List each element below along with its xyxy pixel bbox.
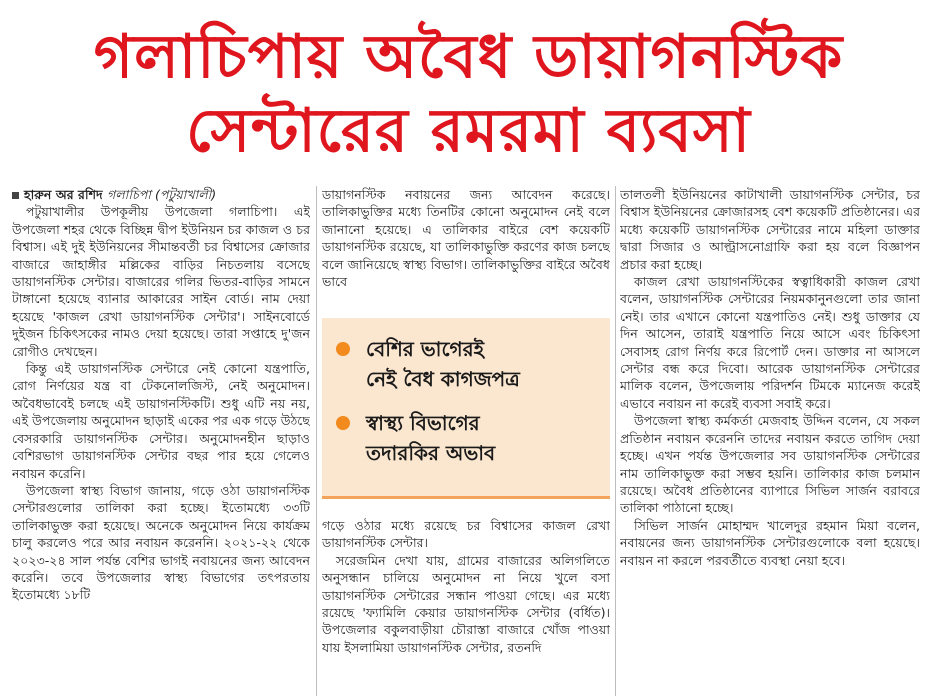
paragraph: কিন্তু এই ডায়াগনস্টিক সেন্টারে নেই কোনো যন্ত্রপাতি, রোগ নির্ণয়ের যন্ত্র বা টেকনোলজিস্ট, নেই অনুমোদন। অবৈধভাবেই চলছে এই ডায়াগনস্টিকটি। শুধু এটি নয় নয়, এই উপজেলায় অনুমোদন ছাড়াই একের পর এক গড়ে উঠছে বেসরকারি ডায়াগনস্টিক সেন্টার। অনুমোদনহীন ছাড়াও বেশিরভাগ ডায়াগনস্টিক সেন্টার বছর পার হয়ে গেলেও নবায়ন করেনি। — [12, 361, 310, 481]
paragraph: সরেজমিন দেখা যায়, গ্রামের বাজারের অলিগলিতে অনুসন্ধান চালিয়ে অনুমোদন না নিয়ে খুলে বসা ডায়াগনস্টিক সেন্টারের সন্ধান পাওয়া গেছে। এর মধ্যে রয়েছে 'ফ্যামিলি কেয়ার ডায়াগনস্টিক সেন্টার (বর্ধিত)। উপজেলার বকুলবাড়ীয়া চৌরাস্তা বাজারে খোঁজ পাওয়া যায় ইসলামিয়া ডায়াগনস্টিক সেন্টার, রতনদি — [322, 552, 610, 655]
headline-line-1: গলাচিপায় অবৈধ ডায়াগনস্টিক — [93, 22, 844, 93]
paragraph: ডায়াগনস্টিক নবায়নের জন্য আবেদন করেছে। তালিকাভুক্তির মধ্যে তিনটির কোনো অনুমোদন নেই বলে জানানো হয়েছে। এ তালিকার বাইরে বেশ কয়েকটি ডায়াগনস্টিক রয়েছে, যা তালিকাভুক্তি করণের কাজ চলছে বলে জানিয়েছে স্বাস্থ্য বিভাগ। তালিকাভুক্তির বাইরে অবৈধ ভাবে — [322, 187, 610, 290]
orange-bullet-icon — [336, 416, 350, 430]
column-divider — [316, 186, 317, 696]
paragraph: গড়ে ওঠার মধ্যে রয়েছে চর বিশ্বাসের কাজল রেখা ডায়াগনস্টিক সেন্টার। — [322, 518, 610, 551]
article-column-2-top — [322, 186, 610, 310]
pull-quote-item-1 — [366, 334, 520, 394]
square-bullet-icon — [12, 192, 19, 199]
byline-author: হারুন অর রশিদ — [24, 187, 103, 202]
column-divider — [615, 186, 616, 696]
pull-quote-item-2 — [366, 408, 495, 468]
orange-bullet-icon — [336, 342, 350, 356]
pull-quote-line: বেশির ভাগেরই — [366, 337, 485, 361]
paragraph: সিভিল সার্জন মোহাম্মদ খালেদুর রহমান মিয়া বলেন, নবায়নের জন্য ডায়াগনস্টিক সেন্টারগুলোকে বলা হয়েছে। নবায়ন না করলে পরবর্তীতে ব্যবস্থা নেয়া হবে। — [620, 517, 920, 568]
paragraph: কাজল রেখা ডায়াগনস্টিকের স্বত্বাধিকারী কাজল রেখা বলেন, ডায়াগনস্টিক সেন্টারের নিয়মকানুনগুলো তার জানা নেই। তার এখানে কোনো যন্ত্রপাতিও নেই। শুধু ডাক্তার যে দিন আসেন, তারাই যন্ত্রপাতি নিয়ে আসে এবং চিকিৎসা সেবাসহ রোগ নির্ণয় করে রিপোর্ট দেন। ডাক্তার না আসলে সেন্টার বন্ধ করে দিবো। আরেক ডায়াগনস্টিক সেন্টারের মালিক বলেন, উপজেলায় পরিদর্শন টিমকে ম্যানেজ করেই এভাবে নবায়ন না করেই ব্যবসা সবাই করে। — [620, 274, 920, 411]
paragraph: তালতলী ইউনিয়নের কাটাখালী ডায়াগনস্টিক সেন্টার, চর বিশ্বাস ইউনিয়নের ক্রোজারসহ বেশ কয়েকটি প্রতিষ্ঠানের। এর মধ্যে কয়েকটি ডায়াগনস্টিক সেন্টারের নামে মহিলা ডাক্তার দ্বারা সিজার ও আল্ট্রাসনোগ্রাফি করা হয় বলে বিজ্ঞাপন প্রচার করা হচ্ছে। — [620, 187, 920, 272]
headline — [0, 22, 937, 167]
article-column-2-bottom — [322, 517, 610, 697]
byline-place: গলাচিপা (পটুয়াখালী) — [107, 187, 217, 202]
paragraph: উপজেলা স্বাস্থ্য বিভাগ জানায়, গড়ে ওঠা ডায়াগনস্টিক সেন্টারগুলোর তালিকা করা হচ্ছে। ইতোমধ্যে ৩৩টি তালিকাভুক্ত করা হয়েছে। অনেকে অনুমোদন নিয়ে কার্যক্রম চালু করলেও পরে আর নবায়ন করেননি। ২০২১-২২ থেকে ২০২৩-২৪ সাল পর্যন্ত বেশির ভাগই নবায়নের জন্য আবেদন করেনি। তবে উপজেলার স্বাস্থ্য বিভাগের তৎপরতায় ইতোমধ্যে ১৮টি — [12, 482, 310, 603]
pull-quote-line: স্বাস্থ্য বিভাগের — [366, 411, 480, 435]
pull-quote-box — [322, 318, 610, 499]
pull-quote-line: নেই বৈধ কাগজপত্র — [366, 367, 520, 391]
headline-line-2: সেন্টারের রমরমা ব্যবসা — [186, 96, 751, 167]
article-column-3 — [620, 186, 920, 696]
paragraph: পটুয়াখালীর উপকূলীয় উপজেলা গলাচিপা। এই উপজেলা শহর থেকে বিচ্ছিন্ন দ্বীপ ইউনিয়ন চর কাজল ও চর বিশ্বাস। এই দুই ইউনিয়নের সীমান্তবর্তী চর বিশ্বাসের ক্রোজার বাজারে জাহাঙ্গীর মল্লিকের বাড়ির নিচতলায় বসেছে ডায়াগনস্টিক সেন্টার। বাজারের গলির ভিতর-বাড়ির সামনে টাঙ্গানো হয়েছে ব্যানার আকারের সাইন বোর্ড। নাম দেয়া হয়েছে 'কাজল রেখা ডায়াগনস্টিক সেন্টার'। সাইনবোর্ডে দুইজন চিকিৎসকের নামও দেয়া হয়েছে। তারা সপ্তাহে দু'জন রোগীও দেখছেন। — [12, 204, 310, 359]
article-column-1 — [12, 186, 310, 696]
paragraph: উপজেলা স্বাস্থ্য কর্মকর্তা মেজবাহ উদ্দিন বলেন, যে সকল প্রতিষ্ঠান নবায়ন করেননি তাদের নবায়ন করতে তাগিদ দেয়া হচ্ছে। এখন পর্যন্ত উপজেলার সব ডায়াগনস্টিক সেন্টারের নাম তালিকাভুক্ত করা সম্ভব হয়নি। তালিকার কাজ চলমান রয়েছে। অবৈধ প্রতিষ্ঠানের ব্যাপারে সিভিল সার্জন বরাবরে তালিকা পাঠানো হচ্ছে। — [620, 413, 920, 516]
pull-quote-line: তদারকির অভাব — [366, 441, 496, 465]
byline — [12, 186, 310, 203]
